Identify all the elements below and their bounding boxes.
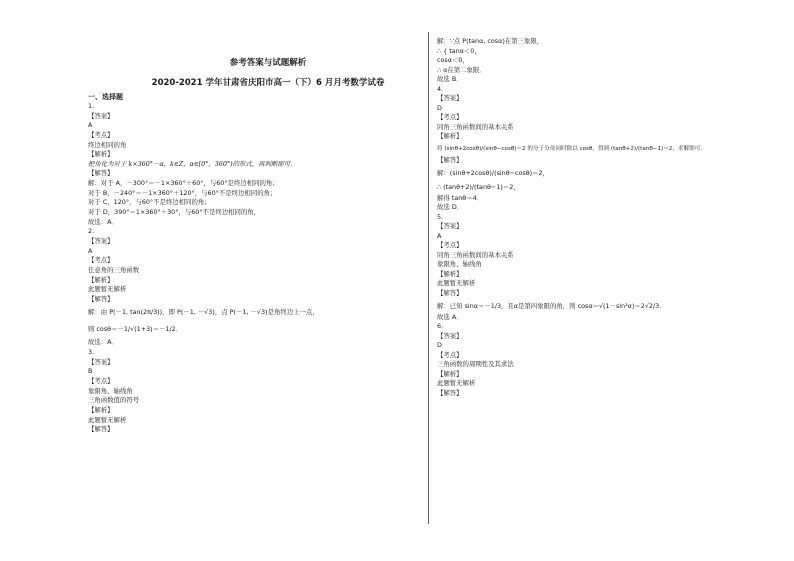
text-line: 此题暂无解析 [88, 415, 127, 424]
text-line: A [437, 231, 442, 240]
text-line: 解：由 P(－1, tan(2π/3))，即 P(－1, －√3)，点 P(－1, －√3)是角终边上一点， [88, 308, 319, 317]
text-line: 将 (sinθ+2cosθ)/(sinθ−cosθ)＝2 的分子分母同时除以 cosθ，得到 (tanθ+2)/(tanθ−1)＝2，求解即可． [437, 146, 706, 153]
text-line: 对于 C，120°，与60°不是终边相同的角； [88, 198, 211, 207]
text-line: 解：已知 sinα＝－1/3，且α是第四象限的角，则 cosα＝√(1－sin²α)＝2√2/3． [437, 301, 666, 310]
text-line: 【考点】 [88, 130, 114, 139]
exam-title: 2020-2021 学年甘肃省庆阳市高一（下）6 月月考数学试卷 [151, 78, 385, 88]
text-line: 任意角的三角函数 [88, 265, 140, 274]
text-line: 此题暂无解析 [437, 379, 476, 388]
text-line: 【解答】 [437, 388, 463, 397]
page-title: 参考答案与试题解析 [229, 58, 307, 68]
text-line: 【解析】 [437, 369, 463, 378]
text-line: 【解析】 [437, 132, 463, 141]
text-line: D [437, 341, 442, 350]
text-line: 终边相同的角 [88, 140, 127, 149]
text-line: 【解答】 [437, 289, 463, 298]
text-line: 【考点】 [88, 256, 114, 265]
text-line: 【答案】 [88, 111, 114, 120]
text-line: 3. [88, 348, 95, 357]
text-line: 【答案】 [437, 94, 463, 103]
text-line: 象限角、轴线角 [88, 386, 133, 395]
text-line: 6. [437, 322, 444, 331]
text-line: 1. [88, 102, 95, 110]
column-divider [428, 32, 429, 524]
text-line: 三角函数的周期性及其求法 [437, 360, 514, 369]
text-line: 【答案】 [88, 236, 114, 245]
text-line: 同角三角函数间的基本关系 [437, 250, 514, 259]
text-line: 解：对于 A，－300°＝－1×360°＋60°，与60°是终边相同的角； [88, 179, 279, 188]
text-line: 三角函数值的符号 [88, 396, 140, 405]
text-line: A [88, 121, 93, 130]
text-line: 【解析】 [88, 275, 114, 284]
text-line: 【解答】 [88, 169, 114, 178]
text-line: 对于 B，－240°＝－1×360°＋120°，与60°不是终边相同的角； [88, 188, 277, 197]
text-line: 对于 D，390°＝1×360°＋30°，与60°不是终边相同的角， [88, 208, 261, 217]
text-line: 【答案】 [88, 357, 114, 366]
text-line: A [88, 246, 93, 255]
text-line: 【考点】 [437, 241, 463, 250]
text-line: 故选 D． [437, 203, 464, 212]
text-line: 故选 A． [437, 312, 463, 321]
section-heading: 一、选择题 [88, 93, 123, 101]
text-line: D [437, 103, 442, 112]
text-line: cosα＜0， [437, 56, 469, 65]
text-line: 5. [437, 212, 444, 221]
text-line: 【答案】 [437, 331, 463, 340]
text-line: 【考点】 [437, 113, 463, 122]
text-line: 【解析】 [437, 269, 463, 278]
text-line: 【考点】 [88, 377, 114, 386]
text-line: 故选 B． [437, 75, 463, 84]
text-line: ∴ α在第二象限． [437, 65, 486, 74]
text-line: 同角三角函数间的基本关系 [437, 122, 514, 131]
text-line: 故选：A． [88, 217, 118, 226]
text-line: 4. [437, 84, 444, 93]
text-line: 【解答】 [437, 156, 463, 165]
text-line: 【答案】 [437, 222, 463, 231]
text-line: 把角化为对于 k×360°－α，k∈Z，α∈[0°，360°)的形式，再判断即可． [88, 159, 297, 168]
text-line: 象限角、轴线角 [437, 260, 482, 269]
text-line: ∴ (tanθ+2)/(tanθ−1)＝2， [437, 182, 520, 191]
text-line: ∴ { tanα＜0， [437, 46, 481, 55]
text-line: 解得 tanθ＝4． [437, 193, 484, 202]
text-line: 此题暂无解析 [437, 279, 476, 288]
text-line: 则 cosθ＝－1/√(1+3)＝－1/2． [88, 325, 183, 334]
left-text-block [88, 102, 319, 435]
text-line: 【解析】 [88, 150, 114, 159]
text-line: 此题暂无解析 [88, 285, 127, 294]
text-line: 【解答】 [88, 294, 114, 303]
text-line: 2. [88, 227, 95, 236]
text-line: 【解答】 [88, 425, 114, 434]
text-line: 解：(sinθ+2cosθ)/(sinθ−cosθ)＝2， [437, 168, 549, 177]
text-line: 故选：A． [88, 338, 118, 347]
right-text-block [437, 37, 706, 399]
text-line: B [88, 367, 93, 376]
text-line: 解：∵点 P(tanα, cosα)在第三象限， [437, 37, 544, 45]
text-line: 【考点】 [437, 350, 463, 359]
text-line: 【解析】 [88, 405, 114, 414]
